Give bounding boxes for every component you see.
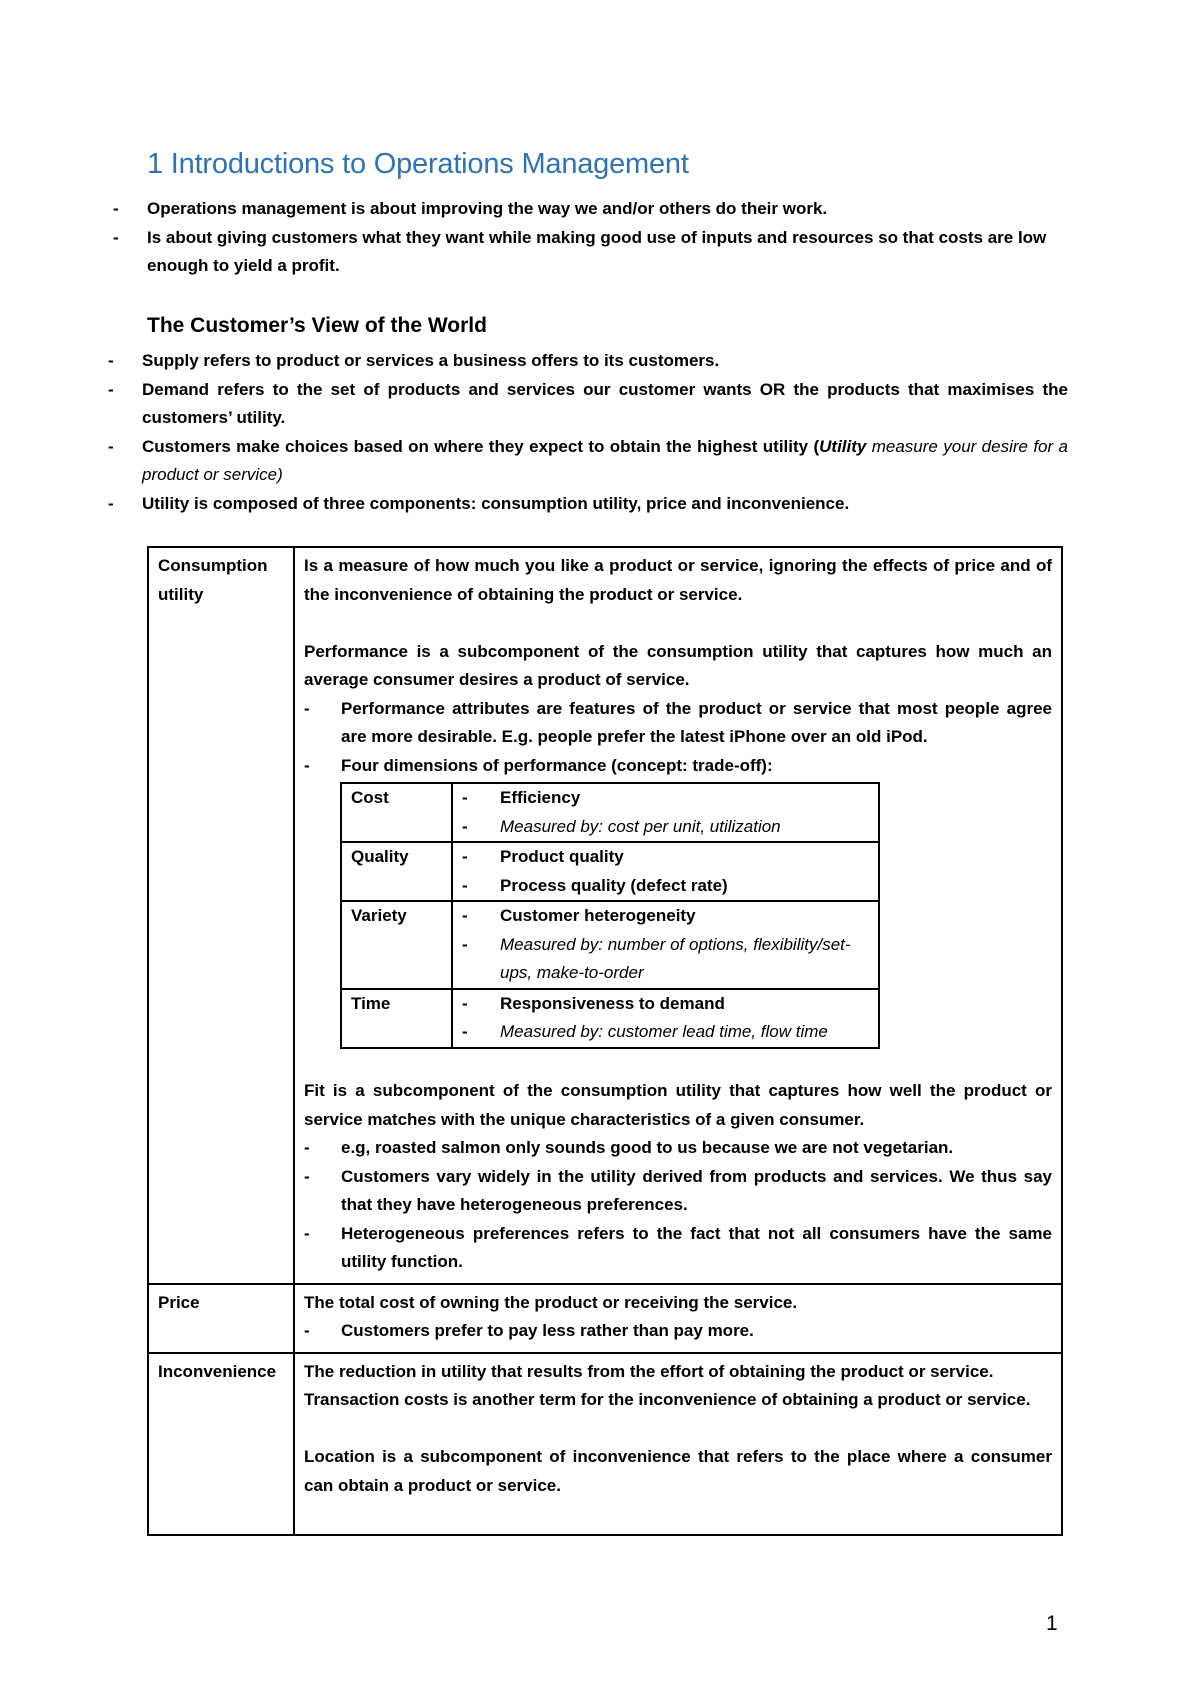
utility-components-table bbox=[147, 546, 1063, 1536]
bullet-text: Four dimensions of performance (concept: trade-off): bbox=[341, 755, 773, 775]
bullet-text: Measured by: number of options, flexibility/set-ups, make-to-order bbox=[500, 934, 851, 982]
table-row bbox=[341, 783, 879, 842]
bullet-dash: - bbox=[108, 493, 114, 513]
bullet-text: Efficiency bbox=[500, 788, 581, 807]
dimension-name: Variety bbox=[341, 901, 452, 989]
bullet-dash: - bbox=[304, 698, 310, 718]
list-item bbox=[304, 1220, 1052, 1277]
bullet-text: Responsiveness to demand bbox=[500, 993, 725, 1013]
list-item bbox=[304, 1134, 1052, 1163]
bullet-dash: - bbox=[108, 351, 114, 370]
bullet-dash: - bbox=[462, 934, 468, 954]
row-label: Inconvenience bbox=[148, 1353, 294, 1536]
section-heading: The Customer’s View of the World bbox=[147, 314, 487, 337]
table-row bbox=[341, 901, 879, 989]
customer-view-bullet-list bbox=[108, 347, 1068, 518]
list-item bbox=[462, 843, 869, 872]
table-row bbox=[148, 1284, 1062, 1353]
bullet-dash: - bbox=[462, 993, 468, 1013]
list-item bbox=[304, 752, 1052, 781]
dimension-name: Cost bbox=[341, 783, 452, 842]
bullet-text: Heterogeneous preferences refers to the fact that not all consumers have the same utility function. bbox=[341, 1223, 1052, 1271]
bullet-text: Supply refers to product or services a business offers to its customers. bbox=[142, 351, 720, 370]
paragraph: The reduction in utility that results from the effort of obtaining the product or service. bbox=[304, 1361, 994, 1381]
row-content bbox=[294, 1284, 1062, 1353]
list-item bbox=[108, 490, 1068, 519]
list-item bbox=[304, 695, 1052, 752]
row-label: Consumption utility bbox=[148, 547, 294, 1284]
page-number: 1 bbox=[1046, 1612, 1058, 1635]
bullet-dash: - bbox=[304, 755, 310, 775]
paragraph: Performance is a subcomponent of the consumption utility that captures how much an average consumer desires a product of service. bbox=[304, 641, 1052, 689]
dimension-name: Time bbox=[341, 989, 452, 1048]
list-item bbox=[462, 1018, 869, 1047]
list-item bbox=[108, 347, 1068, 376]
bullet-dash: - bbox=[304, 1223, 310, 1243]
bullet-dash: - bbox=[462, 875, 468, 895]
paragraph: The total cost of owning the product or receiving the service. bbox=[304, 1292, 798, 1312]
bullet-text: Is about giving customers what they want while making good use of inputs and resources so that costs are low enough to yield a profit. bbox=[147, 227, 1047, 275]
bullet-dash: - bbox=[113, 199, 119, 218]
bullet-text: Product quality bbox=[500, 847, 624, 866]
row-content bbox=[294, 547, 1062, 1284]
dimension-details bbox=[452, 989, 879, 1048]
list-item bbox=[113, 224, 1068, 281]
bullet-text: Operations management is about improving the way we and/or others do their work. bbox=[147, 199, 828, 218]
intro-bullet-list bbox=[113, 195, 1068, 281]
bullet-text: Performance attributes are features of the product or service that most people agree are more desirable. E.g. people prefer the latest iPhone over an old iPod. bbox=[341, 698, 1052, 746]
utility-term: Utility bbox=[819, 436, 867, 456]
table-row bbox=[148, 1353, 1062, 1536]
list-item bbox=[462, 872, 869, 901]
bullet-dash: - bbox=[113, 227, 119, 247]
bullet-dash: - bbox=[304, 1138, 310, 1157]
dimension-details bbox=[452, 901, 879, 989]
paragraph: Is a measure of how much you like a product or service, ignoring the effects of price and of the inconvenience of obtaining the product or service. bbox=[304, 556, 1052, 604]
bullet-text: Customers prefer to pay less rather than pay more. bbox=[341, 1321, 754, 1340]
bullet-dash: - bbox=[304, 1321, 310, 1340]
bullet-dash: - bbox=[462, 847, 468, 866]
list-item bbox=[304, 1317, 1052, 1346]
bullet-text: Measured by: customer lead time, flow time bbox=[500, 1022, 828, 1041]
dimension-details bbox=[452, 783, 879, 842]
page-title: 1 Introductions to Operations Management bbox=[147, 148, 689, 180]
list-item bbox=[462, 902, 869, 931]
bullet-text: Process quality (defect rate) bbox=[500, 875, 728, 895]
bullet-text: Customers vary widely in the utility derived from products and services. We thus say that they have heterogeneous preferences. bbox=[341, 1166, 1052, 1214]
list-item bbox=[462, 931, 869, 988]
bullet-text: Utility is composed of three components: consumption utility, price and inconvenience. bbox=[142, 493, 850, 513]
paragraph: Fit is a subcomponent of the consumption utility that captures how well the product or service matches with the unique characteristics of a given consumer. bbox=[304, 1081, 1052, 1129]
bullet-dash: - bbox=[462, 906, 468, 925]
list-item bbox=[462, 990, 869, 1019]
bullet-text-part: Customers make choices based on where they expect to obtain the highest utility ( bbox=[142, 436, 820, 456]
bullet-dash: - bbox=[304, 1166, 310, 1186]
row-label: Price bbox=[148, 1284, 294, 1353]
bullet-dash: - bbox=[462, 1022, 468, 1041]
performance-dimensions-table bbox=[340, 782, 880, 1049]
bullet-dash: - bbox=[462, 816, 468, 836]
list-item bbox=[462, 813, 869, 842]
bullet-text: e.g, roasted salmon only sounds good to us because we are not vegetarian. bbox=[341, 1138, 954, 1157]
table-row bbox=[148, 547, 1062, 1284]
table-row bbox=[341, 989, 879, 1048]
row-content bbox=[294, 1353, 1062, 1536]
list-item bbox=[113, 195, 1068, 224]
list-item bbox=[108, 376, 1068, 433]
bullet-text bbox=[142, 433, 1068, 490]
paragraph: Location is a subcomponent of inconvenience that refers to the place where a consumer can obtain a product or service. bbox=[304, 1447, 1052, 1495]
dimension-name: Quality bbox=[341, 842, 452, 901]
list-item bbox=[304, 1163, 1052, 1220]
utility-definition: measure your desire for a product or service) bbox=[142, 436, 1068, 484]
bullet-dash: - bbox=[462, 788, 468, 807]
table-row bbox=[341, 842, 879, 901]
paragraph: Transaction costs is another term for the inconvenience of obtaining a product or service. bbox=[304, 1390, 1031, 1409]
bullet-text: Demand refers to the set of products and services our customer wants OR the products that maximises the customers’ utility. bbox=[142, 379, 1068, 427]
list-item bbox=[108, 433, 1068, 490]
bullet-text: Measured by: cost per unit, utilization bbox=[500, 816, 781, 836]
bullet-text: Customer heterogeneity bbox=[500, 906, 696, 925]
list-item bbox=[462, 784, 869, 813]
bullet-dash: - bbox=[108, 436, 114, 456]
bullet-dash: - bbox=[108, 379, 114, 399]
dimension-details bbox=[452, 842, 879, 901]
